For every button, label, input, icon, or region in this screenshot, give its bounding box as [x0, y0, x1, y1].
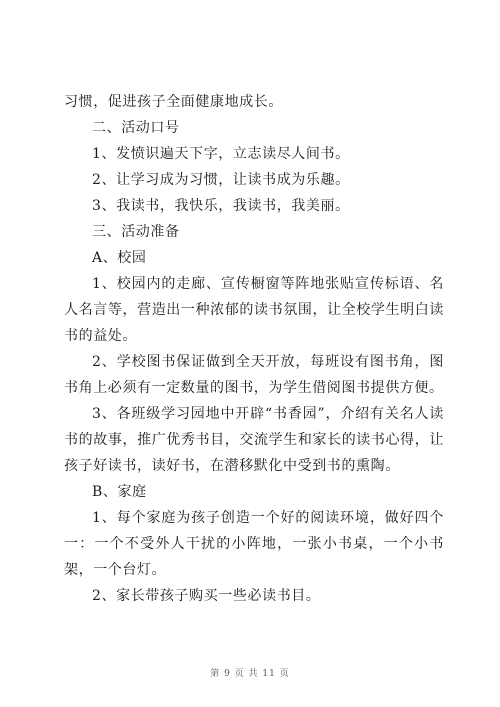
section-heading-preparation: 三、活动准备	[92, 224, 180, 240]
slogan-item-1: 1、发愤识遍天下字，立志读尽人间书。	[92, 146, 350, 162]
campus-item-2: 2、学校图书保证做到全天开放，每班设有图书角，图书角上必须有一定数量的图书，为学生借阅图书提供方便。	[64, 354, 444, 396]
section-heading-slogan: 二、活动口号	[92, 120, 180, 136]
page-number-footer: 第 9 页 共 11 页	[210, 669, 290, 679]
subheading-family: B、家庭	[92, 484, 147, 500]
family-item-2: 2、家长带孩子购买一些必读书目。	[92, 588, 321, 604]
family-item-1: 1、每个家庭为孩子创造一个好的阅读环境，做好四个一：一个不受外人干扰的小阵地，一张小书桌，一个小书架，一个台灯。	[64, 510, 444, 578]
subheading-campus: A、校园	[92, 250, 147, 266]
slogan-item-3: 3、我读书，我快乐，我读书，我美丽。	[92, 198, 350, 214]
slogan-item-2: 2、让学习成为习惯，让读书成为乐趣。	[92, 172, 350, 188]
campus-item-3: 3、各班级学习园地中开辟“书香园”，介绍有关名人读书的故事，推广优秀书目，交流学生和家长的读书心得，让孩子好读书，读好书，在潜移默化中受到书的熏陶。	[64, 406, 444, 474]
paragraph-continuation: 习惯，促进孩子全面健康地成长。	[64, 94, 283, 110]
campus-item-1: 1、校园内的走廊、宣传橱窗等阵地张贴宣传标语、名人名言等，营造出一种浓郁的读书氛围，让全校学生明白读书的益处。	[64, 276, 444, 344]
document-body	[64, 89, 444, 609]
